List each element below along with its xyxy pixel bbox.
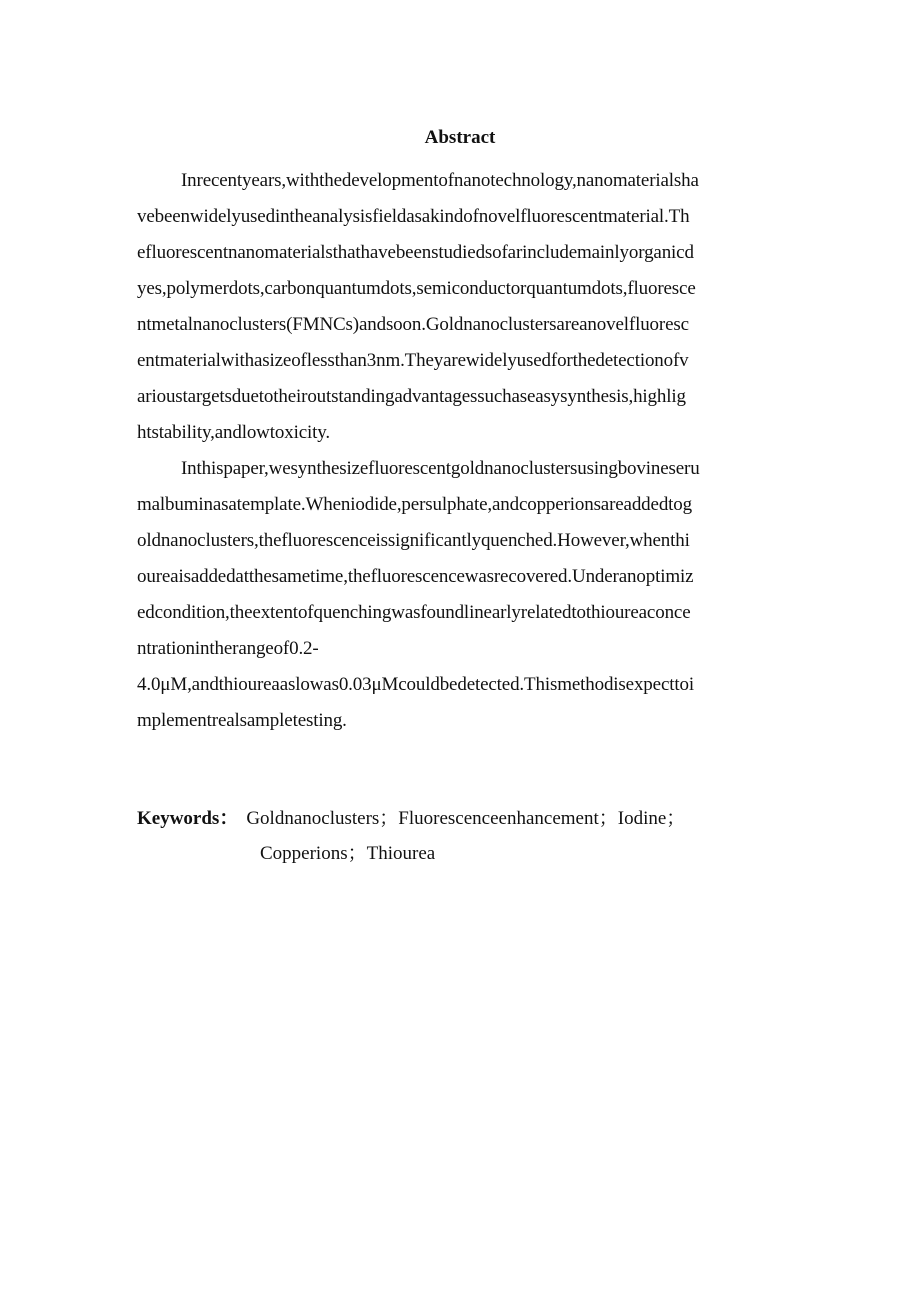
- abstract-title: Abstract: [424, 127, 496, 148]
- paragraph-1-line: yes,polymerdots,carbonquantumdots,semiconductorquantumdots,fluoresce: [137, 278, 696, 299]
- keywords-row: [137, 807, 685, 831]
- keywords-list: Copperions；Thiourea: [260, 843, 436, 864]
- paragraph-1-line: efluorescentnanomaterialsthathavebeenstudiedsofarincludemainlyorganicd: [137, 242, 694, 263]
- paragraph-2-line: ntrationintherangeof0.2-: [137, 638, 319, 659]
- paragraph-1-line: arioustargetsduetotheiroutstandingadvantagessuchaseasysynthesis,highlig: [137, 386, 686, 407]
- keywords-row-continued: [260, 842, 435, 866]
- paragraph-1-line: entmaterialwithasizeoflessthan3nm.Theyarewidelyusedforthedetectionofv: [137, 350, 689, 371]
- paragraph-2-line: oldnanoclusters,thefluorescenceissignificantlyquenched.However,whenthi: [137, 530, 690, 551]
- paragraph-1-line: htstability,andlowtoxicity.: [137, 422, 330, 443]
- paragraph-2-line: edcondition,theextentofquenchingwasfoundlinearlyrelatedtothioureaconce: [137, 602, 691, 623]
- paragraph-2-line: Inthispaper,wesynthesizefluorescentgoldnanoclustersusingbovineseru: [181, 458, 700, 479]
- keywords-label: Keywords：: [137, 808, 239, 829]
- paragraph-2-line: 4.0μM,andthioureaaslowas0.03μMcouldbedetected.Thismethodisexpecttoi: [137, 674, 694, 695]
- paragraph-1-line: Inrecentyears,withthedevelopmentofnanotechnology,nanomaterialsha: [181, 170, 699, 191]
- paragraph-2-line: mplementrealsampletesting.: [137, 710, 347, 731]
- keywords-list: Goldnanoclusters；Fluorescenceenhancement；Iodine；: [246, 808, 686, 829]
- paragraph-2-line: oureaisaddedatthesametime,thefluorescencewasrecovered.Underanoptimiz: [137, 566, 694, 587]
- paragraph-2-line: malbuminasatemplate.Wheniodide,persulphate,andcopperionsareaddedtog: [137, 494, 692, 515]
- paragraph-1-line: ntmetalnanoclusters(FMNCs)andsoon.Goldnanoclustersareanovelfluoresc: [137, 314, 689, 335]
- paragraph-1-line: vebeenwidelyusedintheanalysisfieldasakindofnovelfluorescentmaterial.Th: [137, 206, 690, 227]
